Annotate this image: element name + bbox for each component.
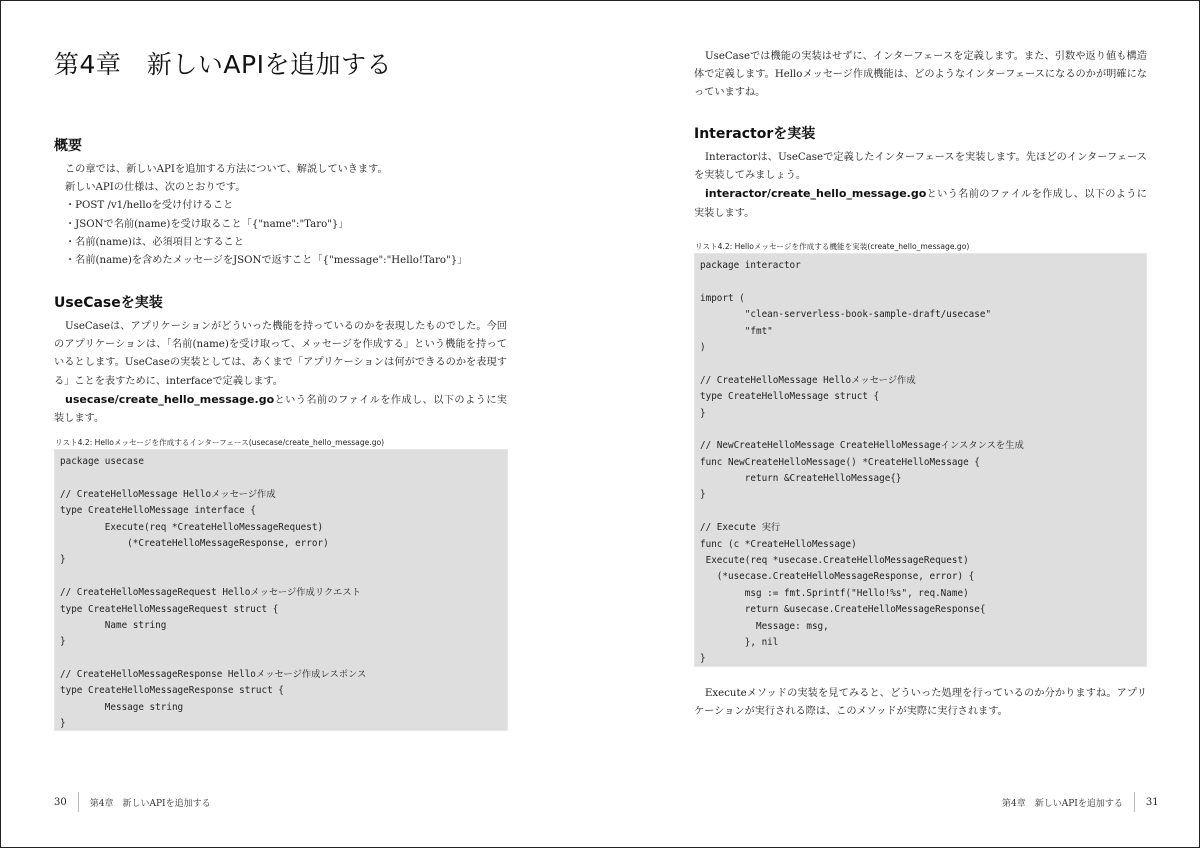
code-line: // NewCreateHelloMessage CreateHelloMessageインスタンスを生成: [700, 440, 1024, 452]
interactor-file-sentence: という名前のファイルを作成し、以下のように実装します。: [694, 189, 1147, 219]
spec-list-item: ・名前(name)は、必須項目とすること: [65, 236, 244, 248]
code-line: type CreateHelloMessageRequest struct {: [60, 603, 279, 615]
code-line: Message string: [60, 701, 184, 713]
code-line: msg := fmt.Sprintf("Hello!%s", req.Name): [700, 587, 969, 599]
interactor-paragraph-text: Interactorは、UseCaseで定義したインターフェースを実装します。先ほどのインターフェースを実装してみましょう。: [694, 152, 1147, 182]
chapter-title: 第4章 新しいAPIを追加する: [54, 50, 392, 79]
code-line: // Execute 実行: [700, 522, 781, 534]
usecase-file-name: usecase/create_hello_message.go: [65, 392, 275, 406]
code-line: type CreateHelloMessageResponse struct {: [60, 685, 284, 697]
left-page: [1, 1, 600, 847]
code-line: [700, 274, 1146, 290]
overview-text: [65, 161, 505, 270]
page-number: 31: [1145, 796, 1159, 808]
code-line: func NewCreateHelloMessage() *CreateHelloMessage {: [700, 456, 980, 468]
interactor-heading: Interactorを実装: [694, 126, 816, 142]
code-line: return &usecase.CreateHelloMessageResponse{: [700, 604, 986, 616]
execute-paragraph: [694, 685, 1147, 721]
code-line: }: [60, 636, 66, 648]
spec-list-item: ・JSONで名前(name)を受け取ること「{"name":"Taro"}」: [65, 218, 349, 230]
code-line: [60, 470, 507, 486]
code-line: }: [700, 653, 706, 665]
code-line: [700, 356, 1146, 372]
code-line: package usecase: [60, 456, 144, 467]
code-line: (*usecase.CreateHelloMessageResponse, error) {: [700, 571, 975, 583]
usecase-summary-text: UseCaseでは機能の実装はせずに、インターフェースを定義します。また、引数や返り値も構造体で定義します。Helloメッセージ作成機能は、どのようなインターフェースになるのかが明確になっていますね。: [694, 51, 1147, 99]
code-line: import (: [700, 292, 745, 304]
code-line: }: [700, 407, 706, 419]
code-line: ): [700, 341, 706, 353]
interactor-paragraph: [694, 149, 1147, 223]
code-line: package interactor: [700, 260, 801, 271]
code-line: // CreateHelloMessageResponse Helloメッセージ作成レスポンス: [60, 669, 367, 681]
overview-line: この章では、新しいAPIを追加する方法について、解説していきます。: [65, 164, 388, 175]
code-line: // CreateHelloMessageRequest Helloメッセージ作成リクエスト: [60, 587, 361, 599]
code-line: }, nil: [700, 636, 779, 648]
usecase-paragraph: [54, 318, 507, 428]
code-line: "clean-serverless-book-sample-draft/usecase": [700, 309, 992, 321]
code-line: }: [60, 718, 66, 730]
code-line: type CreateHelloMessage interface {: [60, 505, 256, 517]
code-line: [700, 422, 1146, 438]
interactor-code-block: [694, 253, 1147, 667]
code-line: Message: msg,: [700, 620, 829, 632]
code-line: type CreateHelloMessage struct {: [700, 391, 880, 403]
running-title: 第4章 新しいAPIを追加する: [1002, 798, 1123, 809]
usecase-file-sentence: という名前のファイルを作成し、以下のように実装します。: [54, 394, 507, 425]
code-line: [60, 651, 507, 667]
page-number: 30: [54, 796, 67, 808]
listing-caption: リスト4.2: Helloメッセージを作成するインターフェース(usecase/create_hello_message.go): [55, 438, 385, 447]
usecase-paragraph-text: UseCaseは、アプリケーションがどういった機能を持っているのかを表現したものでした。今回のアプリケーションは、「名前(name)を受け取って、メッセージを作成する」という機能を持っているとします。UseCaseの実装としては、あくまで「アプリケーションは何ができるのかを表現する」ことを表すために、interfaceで定義します。: [54, 321, 507, 387]
usecase-summary-paragraph: [694, 48, 1147, 103]
code-line: [700, 504, 1146, 520]
code-line: Name string: [60, 619, 167, 631]
right-footer: [1002, 792, 1159, 812]
listing-caption: リスト4.2: Helloメッセージを作成する機能を実装(create_hello_message.go): [695, 242, 970, 251]
usecase-heading: UseCaseを実装: [54, 295, 163, 311]
code-line: (*CreateHelloMessageResponse, error): [60, 537, 329, 549]
code-line: func (c *CreateHelloMessage): [700, 538, 857, 550]
code-line: Execute(req *usecase.CreateHelloMessageRequest): [700, 555, 969, 567]
left-footer: [54, 792, 211, 812]
overview-heading: 概要: [54, 138, 82, 154]
footer-divider: [78, 792, 79, 812]
overview-line: 新しいAPIの仕様は、次のとおりです。: [65, 182, 246, 194]
footer-divider: [1134, 792, 1135, 812]
execute-paragraph-text: Executeメソッドの実装を見てみると、どういった処理を行っているのか分かりますね。アプリケーションが実行される際は、このメソッドが実際に実行されます。: [694, 688, 1147, 718]
spec-list-item: ・名前(name)を含めたメッセージをJSONで返すこと「{"message":"Hello!Taro"}」: [65, 255, 468, 267]
running-title: 第4章 新しいAPIを追加する: [89, 798, 211, 809]
usecase-code-block: [54, 449, 508, 731]
code-line: "fmt": [700, 325, 773, 337]
code-line: // CreateHelloMessage Helloメッセージ作成: [60, 488, 276, 500]
code-line: return &CreateHelloMessage{}: [700, 473, 902, 485]
code-line: }: [700, 489, 706, 501]
spec-list-item: ・POST /v1/helloを受け付けること: [65, 200, 234, 212]
right-page: [600, 1, 1199, 847]
code-line: [60, 569, 507, 585]
code-line: // CreateHelloMessage Helloメッセージ作成: [700, 374, 916, 386]
interactor-file-name: interactor/create_hello_message.go: [705, 187, 927, 201]
code-line: Execute(req *CreateHelloMessageRequest): [60, 521, 324, 533]
code-line: }: [60, 554, 66, 566]
